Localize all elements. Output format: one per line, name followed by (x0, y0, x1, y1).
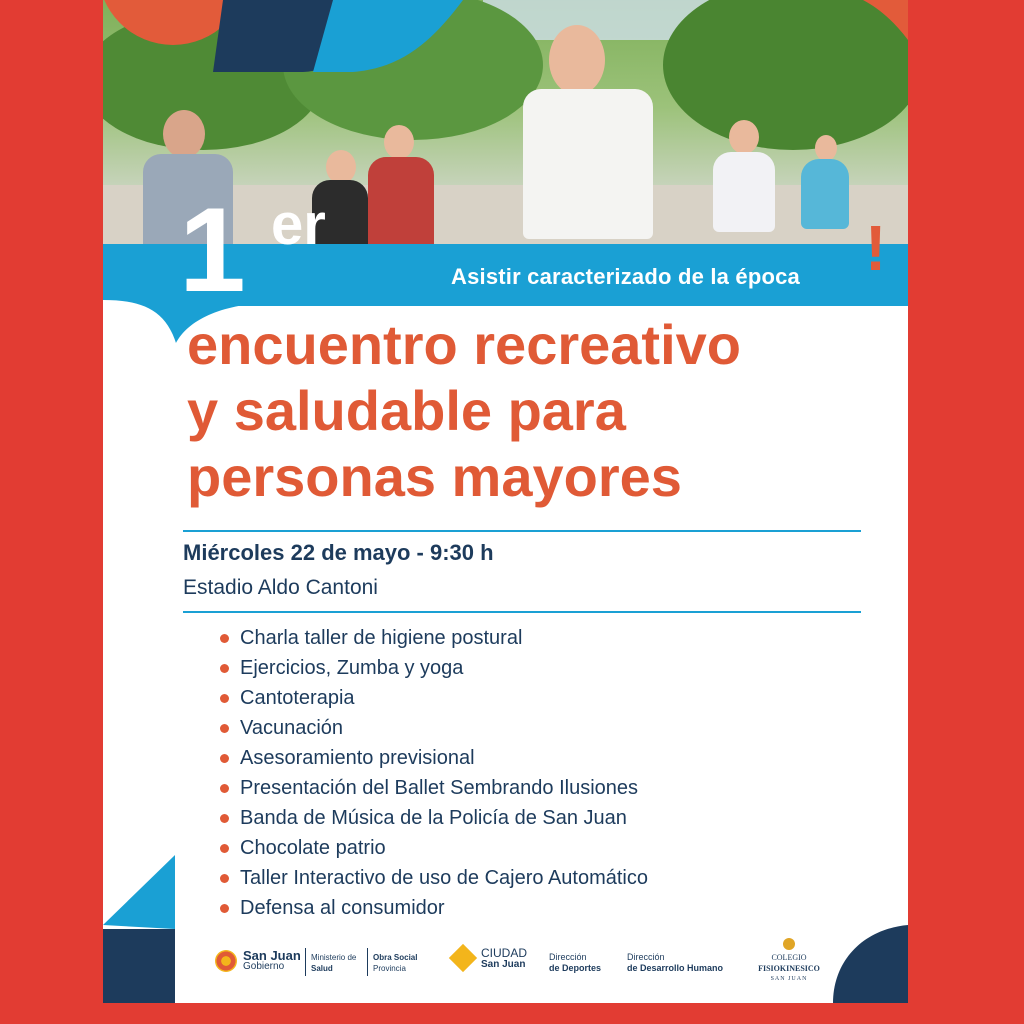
event-venue: Estadio Aldo Cantoni (183, 576, 378, 599)
activities-list (220, 623, 648, 923)
ordinal-suffix: er (271, 192, 326, 257)
list-item: Banda de Música de la Policía de San Juan (220, 803, 648, 833)
sanjuan-logo: San Juan Gobierno (243, 948, 301, 972)
list-item: Asesoramiento previsional (220, 743, 648, 773)
ministerio-salud-logo: Ministerio de Salud (311, 953, 357, 973)
list-item: Taller Interactivo de uso de Cajero Automático (220, 863, 648, 893)
title-line-2: y saludable para (187, 379, 626, 442)
divider-top (183, 530, 861, 532)
title-line-3: personas mayores (187, 445, 682, 508)
divider-bottom (183, 611, 861, 613)
list-item: Ejercicios, Zumba y yoga (220, 653, 648, 683)
top-decoration (103, 0, 908, 80)
direccion-desarrollo-logo: Dirección de Desarrollo Humano (627, 952, 724, 973)
colegio-fisiokinesico-logo: COLEGIO FISIOKINESICO SAN JUAN (758, 953, 820, 982)
direccion-deportes-logo: Dirección de Deportes (549, 952, 602, 973)
obra-social-logo: Obra Social Provincia (373, 953, 418, 973)
list-item: Chocolate patrio (220, 833, 648, 863)
ordinal-number: 1 (179, 183, 246, 317)
list-item: Defensa al consumidor (220, 893, 648, 923)
list-item: Charla taller de higiene postural (220, 623, 648, 653)
ciudad-sanjuan-logo: CIUDAD San Juan (481, 946, 528, 970)
exclamation-mark: ! (865, 212, 887, 284)
list-item: Presentación del Ballet Sembrando Ilusiones (220, 773, 648, 803)
list-item: Vacunación (220, 713, 648, 743)
sanjuan-logo-icon (215, 950, 237, 972)
ciudad-logo-icon (449, 944, 477, 972)
event-date: Miércoles 22 de mayo - 9:30 h (183, 540, 494, 565)
list-item: Cantoterapia (220, 683, 648, 713)
event-poster (103, 0, 908, 1003)
sponsor-logos (103, 930, 908, 1003)
colegio-logo-icon (783, 938, 795, 950)
title-line-1: encuentro recreativo (187, 313, 741, 376)
event-title (187, 312, 887, 510)
banner-text: Asistir caracterizado de la época (451, 264, 800, 289)
